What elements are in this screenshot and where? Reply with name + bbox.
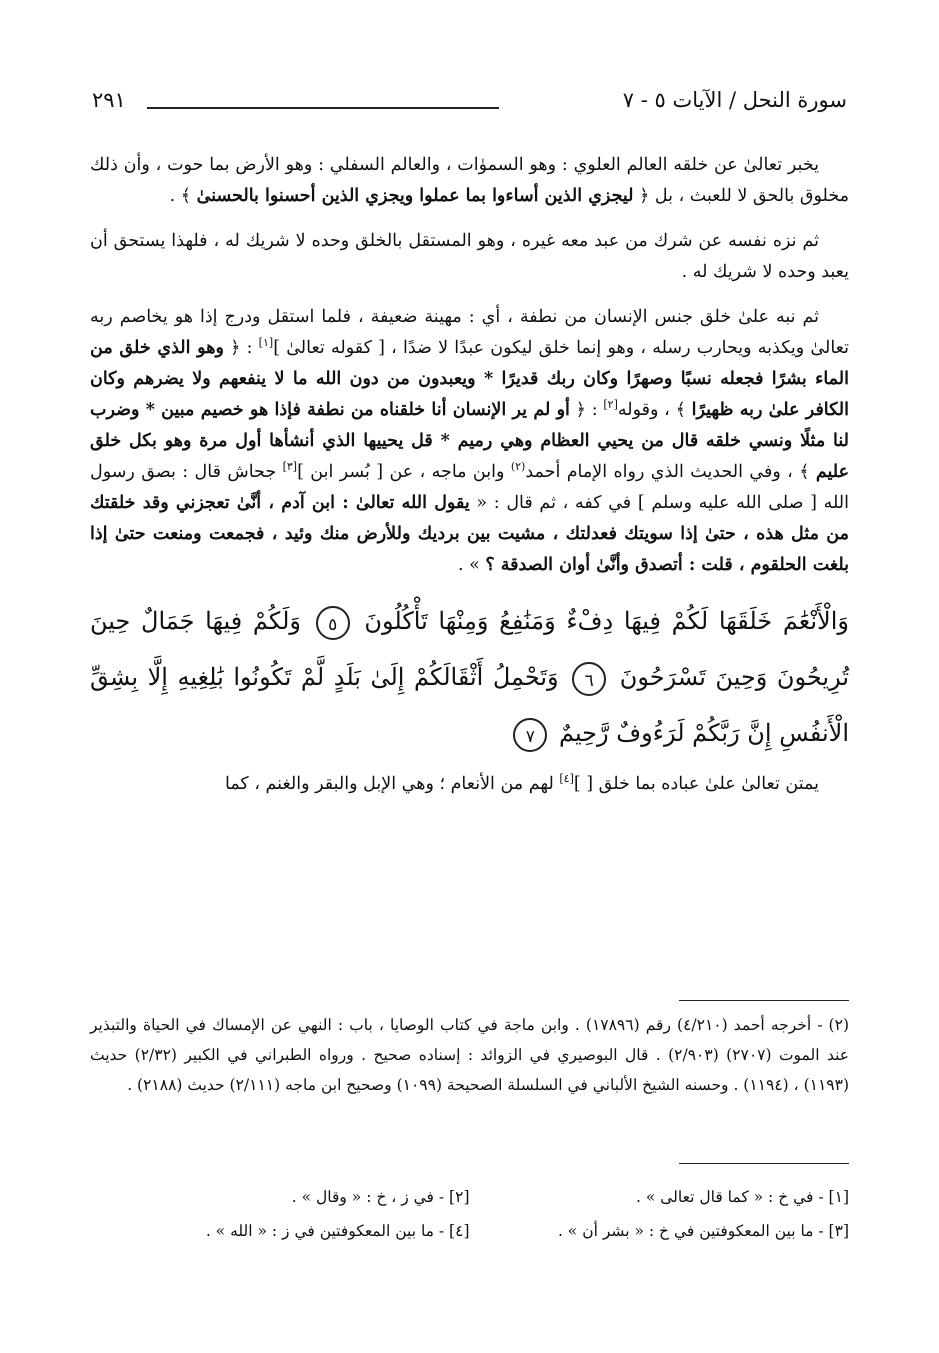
text-run: ﴾ ، وفي الحديث الذي رواه الإمام أحمد [525, 462, 816, 482]
text-run: ﴾ . [169, 186, 197, 206]
text-run: ﴾ ، وقوله [617, 400, 692, 420]
hadith-quote-bold: يقول الله تعالىٰ : ابن آدم ، أنَّىٰ تعجزني وقد خلقتك من مثل هذه ، حتىٰ إذا سويتك فعدلتك ، مشيت بين برديك وللأرض منك وئيد ، فجمعت ومنعت حتىٰ إذا بلغت الحلقوم ، قلت : أتصدق وأنَّىٰ أوان الصدقة ؟ [90, 493, 849, 575]
text-run: : ﴿ [569, 400, 604, 420]
header-rule [147, 107, 499, 109]
text-run: : ﴿ [223, 338, 259, 358]
verse-6: وَلَكُمْ فِيهَا جَمَالٌ حِينَ تُرِيحُونَ وَحِينَ تَسْرَحُونَ [90, 607, 850, 691]
ayah-number-6: ٦ [572, 662, 606, 696]
paragraph-4 [90, 769, 849, 800]
text-run: جحاش قال : بصق رسول الله [ صلى الله عليه وسلم ] في كفه ، ثم قال : « [90, 462, 849, 513]
text-run: ثم نبه علىٰ خلق جنس الإنسان من نطفة ، أي : مهينة ضعيفة ، فلما استقل ودرج إذا هو يخاصم ربه تعالىٰ ويكذبه ويحارب رسله ، وهو إنما خلق ليكون عبدًا لا ضدًا ، [ كقوله تعالىٰ ] [90, 307, 849, 358]
note-3: [٣] - ما بين المعكوفتين في خ : « بشر أن » . [557, 1222, 849, 1240]
chapter-title: سورة النحل / الآيات ٥ - ٧ [622, 88, 847, 112]
text-run: يخبر تعالىٰ عن خلقه العالم العلوي : وهو السموٰات ، والعالم السفلي : وهو الأرض بما حوت ، وأن ذلك مخلوق بالحق لا للعبث ، بل ﴿ [90, 155, 849, 206]
note-ref: [٣] [282, 460, 298, 474]
quran-verses [90, 593, 849, 761]
text-run: يمتن تعالىٰ علىٰ عباده بما خلق [ ] [573, 774, 819, 794]
page-number: ٢٩١ [92, 88, 126, 112]
footnote-2: (٢) - أخرجه أحمد (٤/٢١٠) رقم (١٧٨٩٦) . وابن ماجة في كتاب الوصايا ، باب : النهي عن الإمساك في الحياة والتبذير عند الموت (٢٧٠٧) (٢/٩٠٣) . قال البوصيري في الزوائد : إسناده صحيح . ورواه الطبراني في الكبير (٢/٣٢) حديث (١١٩٣) ، (١١٩٤) . وحسنه الشيخ الألباني في السلسلة الصحيحة (١٠٩٩) وصحيح ابن ماجه (٢/١١١) حديث (٢١٨٨) . [90, 1016, 850, 1094]
ayah-number-5: ٥ [316, 606, 350, 640]
manuscript-notes [90, 1180, 849, 1248]
footnote-ref: (٢) [510, 460, 526, 474]
notes-separator [679, 1163, 849, 1164]
note-ref: [٤] [559, 772, 574, 786]
note-4: [٤] - ما بين المعكوفتين في ز : « الله » . [205, 1222, 470, 1240]
verse-7: وَتَحْمِلُ أَثْقَالَكُمْ إِلَىٰ بَلَدٍ لَّمْ تَكُونُوا بَٰلِغِيهِ إِلَّا بِشِقِّ الْأَنفُسِ إِنَّ رَبَّكُمْ لَرَءُوفٌ رَّحِيمٌ [90, 663, 849, 747]
note-1: [١] - في خ : « كما قال تعالى » . [635, 1188, 849, 1206]
note-2: [٢] - في ز ، خ : « وقال » . [291, 1188, 470, 1206]
ayah-number-7: ٧ [513, 718, 547, 752]
quran-quote-bold: ليجزي الذين أساءوا بما عملوا ويجزي الذين أحسنوا بالحسنىٰ [196, 186, 634, 206]
page-header [92, 88, 847, 118]
notes-row-1 [90, 1180, 849, 1214]
footnote-separator [679, 1000, 849, 1001]
text-run: وابن ماجه ، عن [ بُسر ابن ] [297, 462, 511, 482]
verse-5: وَالْأَنْعَٰمَ خَلَقَهَا لَكُمْ فِيهَا دِفْءٌ وَمَنَٰفِعُ وَمِنْهَا تَأْكُلُونَ [364, 607, 849, 635]
note-ref: [٢] [603, 398, 618, 412]
paragraph-2: ثم نزه نفسه عن شرك من عبد معه غيره ، وهو المستقل بالخلق وحده لا شريك له ، فلهذا يستحق أن يعبد وحده لا شريك له . [90, 231, 849, 282]
text-run: » . [457, 555, 486, 575]
note-ref: [١] [258, 336, 274, 350]
main-text [90, 150, 849, 800]
paragraph-1 [90, 150, 849, 212]
text-run: لهم من الأنعام ؛ وهي الإبل والبقر والغنم ، كما [224, 774, 560, 794]
footnotes [90, 1010, 849, 1100]
paragraph-3 [90, 302, 849, 581]
quran-quote-bold: وهو الذي خلق من الماء بشرًا فجعله نسبًا وصهرًا وكان ربك قديرًا * ويعبدون من دون الله ما لا ينفعهم ولا يضرهم وكان الكافر علىٰ ربه ظهيرًا [90, 338, 849, 420]
notes-row-2 [90, 1214, 849, 1248]
quran-quote-bold: أو لم ير الإنسان أنا خلقناه من نطفة فإذا هو خصيم مبين * وضرب لنا مثلًا ونسي خلقه قال من يحيي العظام وهي رميم * قل يحييها الذي أنشأها أول مرة وهو بكل خلق عليم [90, 400, 850, 482]
